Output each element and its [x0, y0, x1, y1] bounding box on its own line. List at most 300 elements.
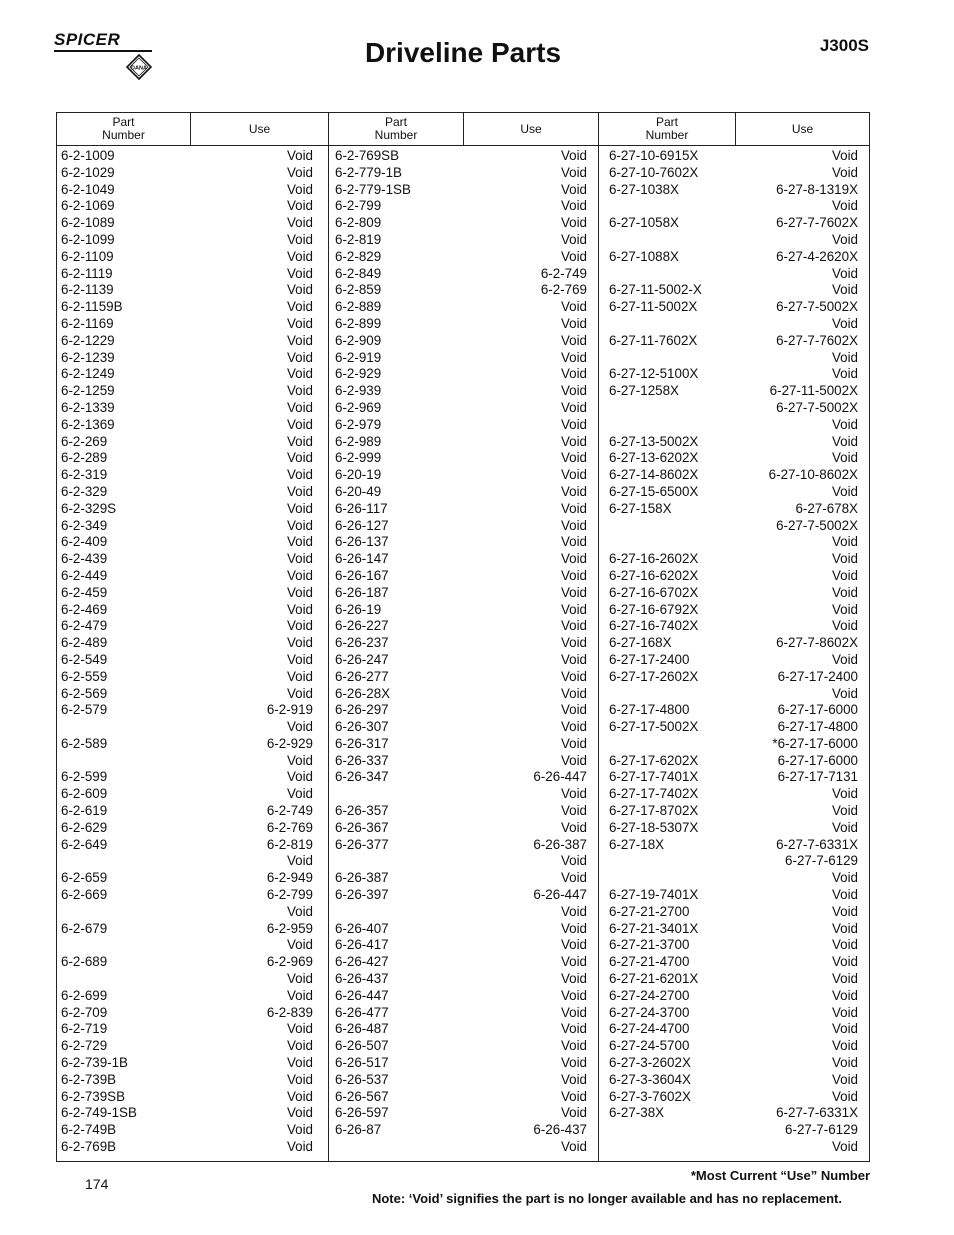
use-cell: Void: [286, 584, 313, 600]
part-number-cell: 6-27-18X: [609, 836, 665, 852]
table-row: [609, 1005, 858, 1022]
part-number-cell: 6-26-187: [335, 584, 389, 600]
use-cell: Void: [560, 315, 587, 331]
use-cell: Void: [560, 383, 587, 399]
table-row: [61, 266, 313, 283]
use-cell: Void: [831, 416, 858, 432]
col-header-text: Use: [248, 121, 271, 136]
table-row: [61, 1072, 313, 1089]
use-cell: Void: [286, 265, 313, 281]
table-row: [335, 551, 587, 568]
table-row: [609, 971, 858, 988]
table-row: [335, 198, 587, 215]
use-cell: Void: [286, 483, 313, 499]
part-number-cell: 6-2-699: [61, 987, 108, 1003]
table-row: [609, 921, 858, 938]
part-number-cell: [609, 518, 749, 535]
part-number-cell: 6-26-237: [335, 635, 389, 651]
part-number-cell: 6-2-779-1SB: [335, 181, 411, 197]
part-number-cell: 6-2-439: [61, 551, 108, 567]
part-number-cell: [609, 232, 749, 249]
part-number-cell: 6-27-21-3700: [609, 937, 690, 953]
use-cell: Void: [560, 1038, 587, 1054]
table-row: [61, 249, 313, 266]
table-row: [609, 400, 858, 417]
use-cell: Void: [286, 231, 313, 247]
use-cell: Void: [560, 517, 587, 533]
use-cell: Void: [560, 971, 587, 987]
table-row: [61, 1089, 313, 1106]
use-cell: Void: [286, 282, 313, 298]
table-row: [609, 299, 858, 316]
part-number-cell: 6-27-17-7402X: [609, 786, 699, 802]
part-number-cell: 6-27-24-5700: [609, 1038, 690, 1054]
table-row: [609, 316, 858, 333]
use-cell: Void: [560, 954, 587, 970]
use-cell: 6-27-7-5002X: [776, 299, 858, 315]
use-cell: Void: [560, 181, 587, 197]
part-number-cell: 6-2-1089: [61, 215, 115, 231]
table-row: [61, 1105, 313, 1122]
table-row: [335, 904, 587, 921]
part-number-cell: 6-26-227: [335, 618, 389, 634]
table-row: [609, 937, 858, 954]
table-row: [335, 921, 587, 938]
use-cell: Void: [286, 618, 313, 634]
use-cell: 6-26-437: [533, 1122, 587, 1138]
table-row: [61, 417, 313, 434]
part-number-cell: 6-2-559: [61, 668, 108, 684]
table-row: [335, 652, 587, 669]
part-number-cell: 6-27-10-6915X: [609, 148, 699, 163]
use-cell: Void: [560, 870, 587, 886]
table-row: [609, 450, 858, 467]
use-cell: Void: [560, 450, 587, 466]
part-number-cell: 6-2-1099: [61, 231, 115, 247]
use-cell: Void: [560, 1088, 587, 1104]
part-number-cell: 6-2-599: [61, 769, 108, 785]
use-cell: Void: [286, 1021, 313, 1037]
use-cell: Void: [560, 1004, 587, 1020]
part-number-cell: 6-27-13-6202X: [609, 450, 699, 466]
part-number-cell: 6-26-127: [335, 517, 389, 533]
part-number-cell: 6-2-1339: [61, 399, 115, 415]
use-cell: Void: [560, 803, 587, 819]
table-row: [61, 148, 313, 165]
table-row: [335, 753, 587, 770]
use-cell: 6-27-7-5002X: [776, 399, 858, 415]
use-cell: Void: [831, 349, 858, 365]
use-cell: Void: [831, 366, 858, 382]
part-number-cell: [609, 686, 749, 703]
part-number-cell: 6-26-377: [335, 836, 389, 852]
table-row: [609, 383, 858, 400]
part-number-cell: 6-2-1229: [61, 332, 115, 348]
table-row: [335, 635, 587, 652]
part-number-cell: 6-26-397: [335, 887, 389, 903]
use-cell: Void: [286, 399, 313, 415]
use-cell: 6-27-7-5002X: [776, 517, 858, 533]
part-number-cell: 6-27-17-6202X: [609, 752, 699, 768]
part-number-cell: 6-20-19: [335, 467, 382, 483]
part-number-cell: [609, 870, 749, 887]
use-cell: Void: [286, 534, 313, 550]
part-number-cell: [61, 971, 211, 988]
table-row: [335, 602, 587, 619]
table-row: [609, 249, 858, 266]
part-number-cell: [609, 736, 749, 753]
table-row: [335, 182, 587, 199]
col-header-part-number-2: [329, 113, 464, 145]
table-row: [609, 602, 858, 619]
part-number-cell: 6-26-357: [335, 803, 389, 819]
part-number-cell: 6-26-147: [335, 551, 389, 567]
table-row: [609, 467, 858, 484]
part-number-cell: 6-2-449: [61, 567, 108, 583]
col-header-part-number-3: [599, 113, 736, 145]
table-row: [61, 400, 313, 417]
use-cell: Void: [286, 517, 313, 533]
use-cell: 6-27-4-2620X: [776, 248, 858, 264]
col-header-text: Part Number: [374, 115, 418, 142]
part-number-cell: 6-27-17-2400: [609, 651, 690, 667]
use-cell: Void: [560, 198, 587, 214]
part-number-cell: 6-26-297: [335, 702, 389, 718]
use-cell: 6-2-929: [266, 735, 313, 751]
table-row: [61, 736, 313, 753]
use-cell: Void: [831, 920, 858, 936]
use-cell: 6-27-10-8602X: [768, 467, 858, 483]
table-row: [61, 702, 313, 719]
table-row: [335, 534, 587, 551]
table-row: [61, 215, 313, 232]
col-header-use-2: [464, 113, 599, 145]
part-number-cell: 6-2-709: [61, 1004, 108, 1020]
table-row: [61, 1055, 313, 1072]
use-cell: Void: [286, 752, 313, 768]
use-cell: 6-2-799: [266, 887, 313, 903]
part-number-cell: 6-26-277: [335, 668, 389, 684]
table-row: [335, 299, 587, 316]
part-number-cell: [335, 853, 485, 870]
use-cell: Void: [286, 332, 313, 348]
use-cell: Void: [560, 332, 587, 348]
dana-badge-text: DANA: [131, 65, 147, 72]
part-number-cell: 6-2-809: [335, 215, 382, 231]
table-row: [609, 165, 858, 182]
use-cell: Void: [831, 954, 858, 970]
part-number-cell: 6-27-14-8602X: [609, 467, 699, 483]
table-row: [61, 282, 313, 299]
table-row: [335, 1105, 587, 1122]
table-row: [609, 853, 858, 870]
use-cell: Void: [286, 635, 313, 651]
part-number-cell: 6-26-28X: [335, 685, 391, 701]
table-row: [335, 1055, 587, 1072]
part-number-cell: 6-2-319: [61, 467, 108, 483]
table-row: [61, 753, 313, 770]
part-number-cell: 6-27-11-5002-X: [609, 282, 702, 298]
use-cell: Void: [286, 248, 313, 264]
use-cell: 6-27-7-6331X: [776, 1105, 858, 1121]
table-row: [61, 316, 313, 333]
use-cell: Void: [831, 786, 858, 802]
use-cell: Void: [286, 903, 313, 919]
part-number-cell: 6-27-13-5002X: [609, 433, 699, 449]
use-cell: Void: [560, 1139, 587, 1155]
part-number-cell: [609, 534, 749, 551]
table-row: [609, 820, 858, 837]
table-row: [335, 988, 587, 1005]
table-row: [335, 887, 587, 904]
part-number-cell: 6-26-567: [335, 1088, 389, 1104]
part-number-cell: 6-27-21-4700: [609, 954, 690, 970]
part-number-cell: 6-2-739SB: [61, 1088, 126, 1104]
table-row: [609, 1072, 858, 1089]
table-row: [61, 954, 313, 971]
part-number-cell: 6-2-479: [61, 618, 108, 634]
table-row: [61, 769, 313, 786]
part-number-cell: 6-27-3-3604X: [609, 1071, 691, 1087]
use-cell: Void: [831, 551, 858, 567]
part-number-cell: 6-2-749-1SB: [61, 1105, 137, 1121]
part-number-cell: 6-2-1159B: [61, 299, 123, 315]
part-number-cell: 6-2-939: [335, 383, 382, 399]
use-cell: Void: [560, 399, 587, 415]
part-number-cell: 6-2-1239: [61, 349, 115, 365]
table-row: [61, 853, 313, 870]
part-number-cell: 6-26-367: [335, 819, 389, 835]
use-cell: Void: [560, 416, 587, 432]
table-row: [335, 383, 587, 400]
table-row: [609, 350, 858, 367]
column-group-3: [609, 148, 858, 1156]
use-cell: Void: [560, 1105, 587, 1121]
part-number-cell: 6-26-407: [335, 920, 389, 936]
table-row: [609, 669, 858, 686]
table-row: [61, 937, 313, 954]
part-number-cell: 6-2-969: [335, 399, 382, 415]
part-number-cell: 6-27-17-8702X: [609, 803, 699, 819]
table-row: [609, 484, 858, 501]
use-cell: Void: [286, 1038, 313, 1054]
use-cell: Void: [286, 1071, 313, 1087]
use-cell: Void: [560, 551, 587, 567]
part-number-cell: [609, 198, 749, 215]
table-header: [57, 113, 869, 146]
use-cell: Void: [831, 450, 858, 466]
part-number-cell: [609, 316, 749, 333]
table-row: [61, 988, 313, 1005]
table-row: [609, 282, 858, 299]
use-cell: Void: [286, 651, 313, 667]
part-number-cell: 6-27-17-7401X: [609, 769, 699, 785]
table-row: [335, 937, 587, 954]
part-number-cell: 6-27-21-6201X: [609, 971, 699, 987]
use-cell: Void: [560, 735, 587, 751]
use-cell: Void: [560, 853, 587, 869]
table-row: [609, 837, 858, 854]
part-number-cell: 6-27-1058X: [609, 215, 679, 231]
table-row: [609, 904, 858, 921]
table-row: [609, 366, 858, 383]
table-row: [609, 148, 858, 165]
use-cell: 6-2-749: [540, 265, 587, 281]
table-row: [335, 434, 587, 451]
part-number-cell: 6-2-1109: [61, 248, 114, 264]
use-cell: Void: [560, 903, 587, 919]
table-row: [609, 585, 858, 602]
use-cell: 6-2-959: [266, 920, 313, 936]
table-row: [335, 585, 587, 602]
part-number-cell: 6-27-16-7402X: [609, 618, 699, 634]
use-cell: 6-2-769: [266, 819, 313, 835]
part-number-cell: 6-2-349: [61, 517, 108, 533]
table-row: [609, 1105, 858, 1122]
part-number-cell: 6-2-859: [335, 282, 382, 298]
part-number-cell: 6-2-629: [61, 819, 108, 835]
use-cell: Void: [831, 685, 858, 701]
use-cell: 6-27-7-6129: [785, 853, 858, 869]
part-number-cell: 6-27-11-7602X: [609, 332, 698, 348]
use-cell: 6-27-678X: [795, 500, 858, 516]
use-cell: Void: [560, 651, 587, 667]
part-number-cell: 6-27-38X: [609, 1105, 665, 1121]
table-row: [335, 467, 587, 484]
col-header-use-1: [191, 113, 329, 145]
table-row: [335, 350, 587, 367]
part-number-cell: 6-2-579: [61, 702, 108, 718]
part-number-cell: 6-27-17-5002X: [609, 719, 699, 735]
use-cell: Void: [831, 971, 858, 987]
table-row: [609, 266, 858, 283]
part-number-cell: 6-26-87: [335, 1122, 382, 1138]
use-cell: Void: [831, 1088, 858, 1104]
use-cell: *6-27-17-6000: [772, 735, 858, 751]
use-cell: Void: [560, 1021, 587, 1037]
table-row: [335, 266, 587, 283]
part-number-cell: 6-2-1369: [61, 416, 115, 432]
part-number-cell: 6-27-19-7401X: [609, 887, 699, 903]
table-row: [61, 1038, 313, 1055]
use-cell: Void: [831, 433, 858, 449]
use-cell: Void: [831, 601, 858, 617]
table-row: [335, 165, 587, 182]
use-cell: 6-27-17-2400: [777, 668, 858, 684]
part-number-cell: 6-27-158X: [609, 500, 672, 516]
use-cell: Void: [831, 618, 858, 634]
part-number-cell: 6-2-329S: [61, 500, 117, 516]
use-cell: 6-27-17-6000: [777, 702, 858, 718]
part-number-cell: 6-26-487: [335, 1021, 389, 1037]
table-row: [335, 719, 587, 736]
use-cell: Void: [560, 567, 587, 583]
table-row: [335, 786, 587, 803]
col-header-text: Part Number: [645, 115, 689, 142]
use-cell: Void: [831, 651, 858, 667]
use-cell: Void: [286, 215, 313, 231]
table-row: [335, 215, 587, 232]
col-header-part-number-1: [57, 113, 191, 145]
table-row: [609, 769, 858, 786]
use-cell: Void: [286, 198, 313, 214]
table-row: [61, 652, 313, 669]
use-cell: Void: [560, 433, 587, 449]
use-cell: Void: [831, 231, 858, 247]
table-row: [335, 400, 587, 417]
use-cell: Void: [560, 534, 587, 550]
part-number-cell: 6-2-1009: [61, 148, 115, 163]
use-cell: Void: [831, 1139, 858, 1155]
use-cell: Void: [831, 1038, 858, 1054]
table-row: [61, 333, 313, 350]
table-row: [61, 1021, 313, 1038]
table-row: [609, 333, 858, 350]
use-cell: Void: [560, 1071, 587, 1087]
table-row: [335, 501, 587, 518]
use-cell: Void: [560, 500, 587, 516]
table-row: [335, 618, 587, 635]
table-row: [335, 736, 587, 753]
use-cell: Void: [560, 987, 587, 1003]
use-cell: 6-2-839: [266, 1004, 313, 1020]
page-number: 174: [85, 1176, 109, 1192]
table-row: [335, 333, 587, 350]
part-number-cell: 6-26-597: [335, 1105, 389, 1121]
table-row: [609, 1122, 858, 1139]
table-row: [335, 669, 587, 686]
use-cell: 6-2-919: [266, 702, 313, 718]
table-row: [335, 417, 587, 434]
table-row: [609, 518, 858, 535]
table-row: [609, 988, 858, 1005]
part-number-cell: 6-2-679: [61, 920, 108, 936]
part-number-cell: [609, 417, 749, 434]
part-number-cell: 6-2-999: [335, 450, 382, 466]
part-number-cell: 6-27-15-6500X: [609, 483, 699, 499]
use-cell: Void: [560, 467, 587, 483]
part-number-cell: 6-26-137: [335, 534, 389, 550]
table-row: [609, 753, 858, 770]
table-row: [609, 182, 858, 199]
use-cell: Void: [560, 635, 587, 651]
part-number-cell: 6-2-719: [61, 1021, 108, 1037]
use-cell: Void: [560, 702, 587, 718]
part-number-cell: 6-26-337: [335, 752, 389, 768]
part-number-cell: [61, 904, 211, 921]
parts-table: [56, 112, 870, 1162]
table-row: [335, 232, 587, 249]
use-cell: Void: [286, 181, 313, 197]
part-number-cell: 6-26-247: [335, 651, 389, 667]
table-row: [335, 1038, 587, 1055]
table-row: [61, 904, 313, 921]
use-cell: Void: [560, 248, 587, 264]
use-cell: 6-2-949: [266, 870, 313, 886]
table-row: [335, 954, 587, 971]
part-number-cell: 6-26-167: [335, 567, 389, 583]
use-cell: Void: [560, 752, 587, 768]
column-divider: [598, 146, 599, 1161]
use-cell: Void: [286, 567, 313, 583]
table-row: [61, 803, 313, 820]
part-number-cell: 6-27-18-5307X: [609, 819, 699, 835]
use-cell: Void: [560, 349, 587, 365]
part-number-cell: 6-2-409: [61, 534, 108, 550]
part-number-cell: 6-2-459: [61, 584, 108, 600]
use-cell: Void: [831, 584, 858, 600]
table-row: [335, 853, 587, 870]
